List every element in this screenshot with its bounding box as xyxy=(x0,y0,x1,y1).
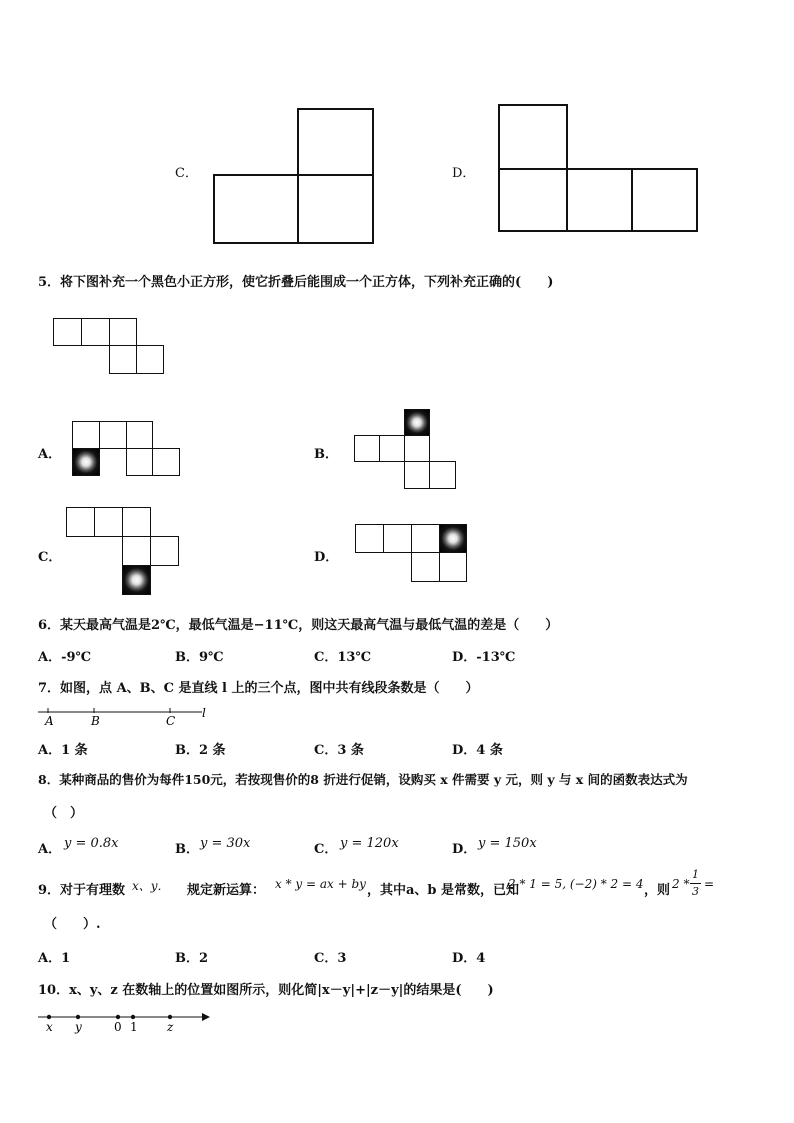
q7-stem: 7．如图，点 A、B、C 是直线 l 上的三个点，图中共有线段条数是（ ） xyxy=(38,681,479,696)
label-x: x xyxy=(46,1020,53,1034)
net-square xyxy=(354,435,380,462)
net-square xyxy=(498,104,568,170)
q9-frac-den: 3 xyxy=(692,885,699,898)
q9-rule: x * y = ax + by xyxy=(275,877,366,891)
net-square xyxy=(439,552,467,582)
net-square xyxy=(72,421,100,449)
net-square xyxy=(355,524,384,553)
net-square xyxy=(297,174,374,244)
q9-stem-a: 9．对于有理数 xyxy=(38,883,126,898)
net-square xyxy=(213,174,299,244)
net-square xyxy=(126,448,153,476)
q10-number-line xyxy=(36,1010,216,1036)
net-square xyxy=(66,507,95,537)
net-square xyxy=(498,168,568,232)
net-square xyxy=(379,435,405,462)
point-c-label: C xyxy=(166,714,176,728)
q9-eq: = xyxy=(704,877,715,891)
net-square xyxy=(152,448,180,476)
q4-option-c-label: C． xyxy=(175,166,198,181)
net-square xyxy=(383,524,412,553)
q9-stem-d: ，则 xyxy=(644,883,671,898)
q7-option-b[interactable]: B．2 条 xyxy=(175,743,226,758)
q6-option-d[interactable]: D．-13℃ xyxy=(452,650,516,665)
net-square xyxy=(150,536,179,566)
q9-option-a[interactable]: A．1 xyxy=(38,951,71,966)
net-square xyxy=(99,421,127,449)
q6-option-a[interactable]: A．-9℃ xyxy=(38,650,92,665)
q9-stem-b: 规定新运算： xyxy=(187,883,266,898)
point-y-dot xyxy=(76,1015,80,1019)
black-square xyxy=(122,565,151,595)
q8-formula-c: y = 120x xyxy=(340,836,399,851)
q8-option-c[interactable]: C． xyxy=(314,842,338,857)
net-square xyxy=(122,536,151,566)
q6-stem: 6．某天最高气温是2℃，最低气温是−11℃，则这天最高气温与最低气温的差是（ ） xyxy=(38,618,559,633)
net-square xyxy=(94,507,123,537)
q9-paren: （ ）. xyxy=(44,917,101,932)
q8-paren: （ ） xyxy=(44,806,84,821)
q9-option-c[interactable]: C．3 xyxy=(314,951,347,966)
net-square xyxy=(404,461,430,489)
net-square xyxy=(122,507,151,537)
q10-stem: 10．x、y、z 在数轴上的位置如图所示，则化简|x－y|+|z－y|的结果是( ) xyxy=(38,983,494,998)
black-square xyxy=(72,448,100,476)
label-1: 1 xyxy=(130,1020,138,1034)
q8-formula-d: y = 150x xyxy=(478,836,537,851)
point-x-dot xyxy=(47,1015,51,1019)
net-square xyxy=(109,345,137,374)
q7-option-c[interactable]: C．3 条 xyxy=(314,743,364,758)
net-square xyxy=(411,552,440,582)
net-square xyxy=(404,435,430,462)
q9-xy: x、y． xyxy=(132,879,170,893)
arrow-right-icon xyxy=(202,1013,210,1021)
net-square xyxy=(109,318,137,346)
q8-stem: 8．某种商品的售价为每件150元，若按现售价的8 折进行促销，设购买 x 件需要 y 元，则 y 与 x 间的函数表达式为 xyxy=(38,772,688,787)
black-square xyxy=(439,524,467,553)
black-square xyxy=(404,409,430,436)
point-z-dot xyxy=(168,1015,172,1019)
q8-option-a[interactable]: A． xyxy=(38,842,62,857)
point-a-label: A xyxy=(45,714,54,728)
point-b-label: B xyxy=(91,714,100,728)
q9-stem-c: ，其中a、b 是常数，已知 xyxy=(367,883,520,898)
q9-frac-bar xyxy=(690,883,701,884)
q6-option-c[interactable]: C．13℃ xyxy=(314,650,372,665)
q9-known: 2 * 1 = 5, (−2) * 2 = 4 xyxy=(508,877,644,891)
q8-option-d[interactable]: D． xyxy=(452,842,477,857)
q6-option-b[interactable]: B．9℃ xyxy=(175,650,224,665)
q5-stem: 5．将下图补充一个黑色小正方形，使它折叠后能围成一个正方体，下列补充正确的( ) xyxy=(38,275,554,290)
q9-frac-num: 1 xyxy=(692,868,699,881)
point-0-dot xyxy=(116,1015,120,1019)
net-square xyxy=(411,524,440,553)
q7-option-d[interactable]: D．4 条 xyxy=(452,743,503,758)
q7-option-a[interactable]: A．1 条 xyxy=(38,743,88,758)
net-square xyxy=(136,345,164,374)
q5-option-b-label: B． xyxy=(314,447,338,462)
q5-option-a-label: A． xyxy=(38,447,62,462)
q5-option-c-label: C． xyxy=(38,550,62,565)
q8-option-b[interactable]: B． xyxy=(175,842,199,857)
label-z: z xyxy=(167,1020,174,1034)
q8-formula-a: y = 0.8x xyxy=(64,836,119,851)
net-square xyxy=(53,318,82,346)
line-l-label: l xyxy=(202,706,206,720)
net-square xyxy=(429,461,456,489)
net-square xyxy=(297,108,374,176)
net-square xyxy=(126,421,153,449)
net-square xyxy=(631,168,698,232)
q7-line-figure xyxy=(36,704,216,730)
q9-option-b[interactable]: B．2 xyxy=(175,951,209,966)
net-square xyxy=(81,318,110,346)
q9-option-d[interactable]: D．4 xyxy=(452,951,486,966)
net-square xyxy=(566,168,633,232)
q5-option-d-label: D． xyxy=(314,550,339,565)
q8-formula-b: y = 30x xyxy=(200,836,251,851)
q9-ask: 2 * xyxy=(672,877,690,891)
label-0: 0 xyxy=(114,1020,122,1034)
point-1-dot xyxy=(131,1015,135,1019)
label-y: y xyxy=(75,1020,82,1034)
q4-option-d-label: D． xyxy=(452,166,476,181)
